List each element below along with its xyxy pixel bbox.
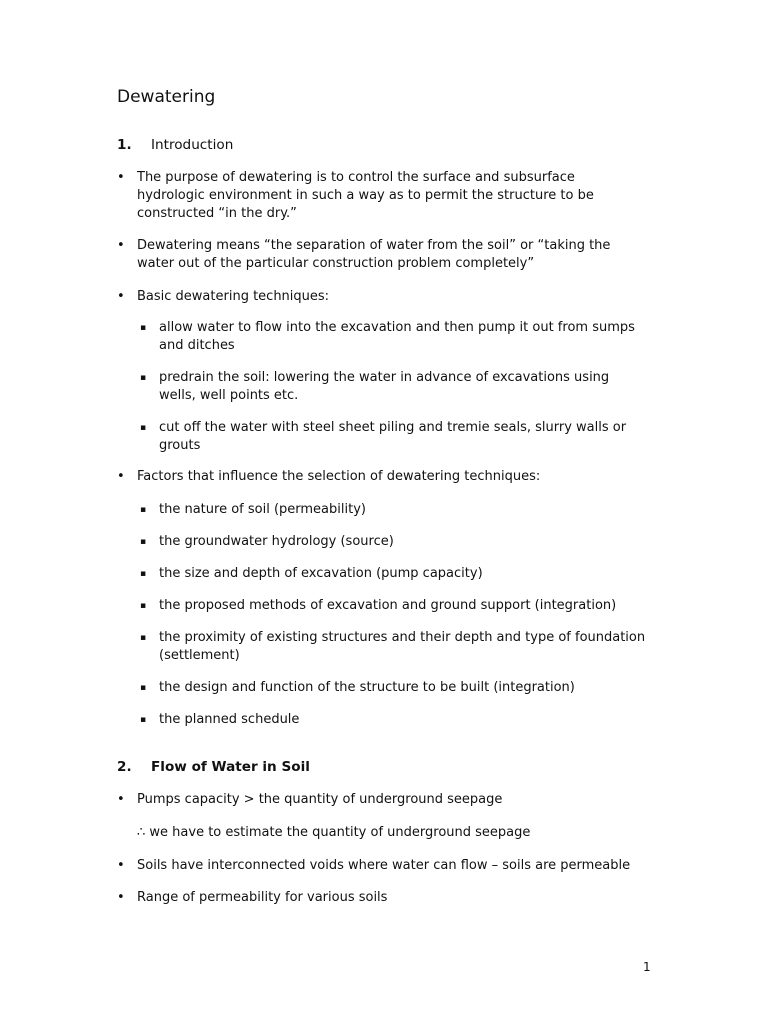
bullet-item (117, 791, 642, 809)
bullet-marker: • (117, 890, 125, 905)
sub-bullet-text: allow water to flow into the excavation and then pump it out from sumps and ditches (159, 320, 635, 353)
section-title: Flow of Water in Soil (151, 759, 310, 775)
bullet-marker: • (117, 469, 125, 484)
section-number: 1. (117, 137, 132, 153)
sub-bullet-item (140, 319, 650, 355)
bullet-item (117, 889, 642, 907)
sub-bullet-marker: ▪ (140, 683, 147, 693)
sub-bullet-marker: ▪ (140, 569, 147, 579)
bullet-text: Basic dewatering techniques: (137, 289, 330, 304)
sub-bullet-text: the proposed methods of excavation and ground support (integration) (159, 598, 617, 613)
sub-bullet-marker: ▪ (140, 715, 147, 725)
sub-bullet-text: the design and function of the structure to be built (integration) (159, 680, 575, 695)
page-number: 1 (643, 960, 651, 974)
sub-bullet-item (140, 369, 650, 405)
bullet-text: Range of permeability for various soils (137, 890, 388, 905)
bullet-item (117, 288, 642, 306)
sub-bullet-marker: ▪ (140, 323, 147, 333)
bullet-text: Dewatering means “the separation of water from the soil” or “taking the water out of the particular construction problem completely” (137, 238, 611, 271)
bullet-item (117, 468, 642, 486)
bullet-marker: • (117, 289, 125, 304)
sub-bullet-item (140, 679, 650, 697)
bullet-item (117, 237, 642, 273)
sub-bullet-item (140, 629, 650, 665)
sub-bullet-marker: ▪ (140, 505, 147, 515)
therefore-statement: ∴ we have to estimate the quantity of underground seepage (137, 825, 531, 840)
section-heading-introduction (117, 137, 233, 153)
sub-bullet-marker: ▪ (140, 373, 147, 383)
sub-bullet-marker: ▪ (140, 633, 147, 643)
bullet-text: The purpose of dewatering is to control the surface and subsurface hydrologic environment in such a way as to permit the structure to be constructed “in the dry.” (137, 170, 594, 221)
bullet-text: Factors that influence the selection of dewatering techniques: (137, 469, 541, 484)
section-number: 2. (117, 759, 132, 775)
document-title: Dewatering (117, 87, 216, 107)
sub-bullet-item (140, 419, 650, 455)
sub-bullet-marker: ▪ (140, 601, 147, 611)
sub-bullet-text: cut off the water with steel sheet piling and tremie seals, slurry walls or grouts (159, 420, 627, 453)
sub-bullet-item (140, 501, 650, 519)
sub-bullet-text: the groundwater hydrology (source) (159, 534, 394, 549)
sub-bullet-text: the nature of soil (permeability) (159, 502, 366, 517)
bullet-item (117, 169, 642, 223)
bullet-marker: • (117, 170, 125, 185)
bullet-text: Pumps capacity > the quantity of underground seepage (137, 792, 503, 807)
sub-bullet-item (140, 533, 650, 551)
section-title: Introduction (151, 137, 234, 153)
sub-bullet-item (140, 565, 650, 583)
bullet-item (117, 857, 642, 875)
sub-bullet-text: the size and depth of excavation (pump capacity) (159, 566, 483, 581)
section-heading-flow-of-water (117, 759, 310, 775)
sub-bullet-item (140, 711, 650, 729)
bullet-marker: • (117, 238, 125, 253)
sub-bullet-text: predrain the soil: lowering the water in advance of excavations using wells, well points etc. (159, 370, 610, 403)
bullet-marker: • (117, 792, 125, 807)
sub-bullet-marker: ▪ (140, 537, 147, 547)
sub-bullet-marker: ▪ (140, 423, 147, 433)
sub-bullet-text: the proximity of existing structures and their depth and type of foundation (settlement) (159, 630, 646, 663)
sub-bullet-text: the planned schedule (159, 712, 300, 727)
bullet-marker: • (117, 858, 125, 873)
bullet-text: Soils have interconnected voids where water can flow – soils are permeable (137, 858, 631, 873)
sub-bullet-item (140, 597, 650, 615)
